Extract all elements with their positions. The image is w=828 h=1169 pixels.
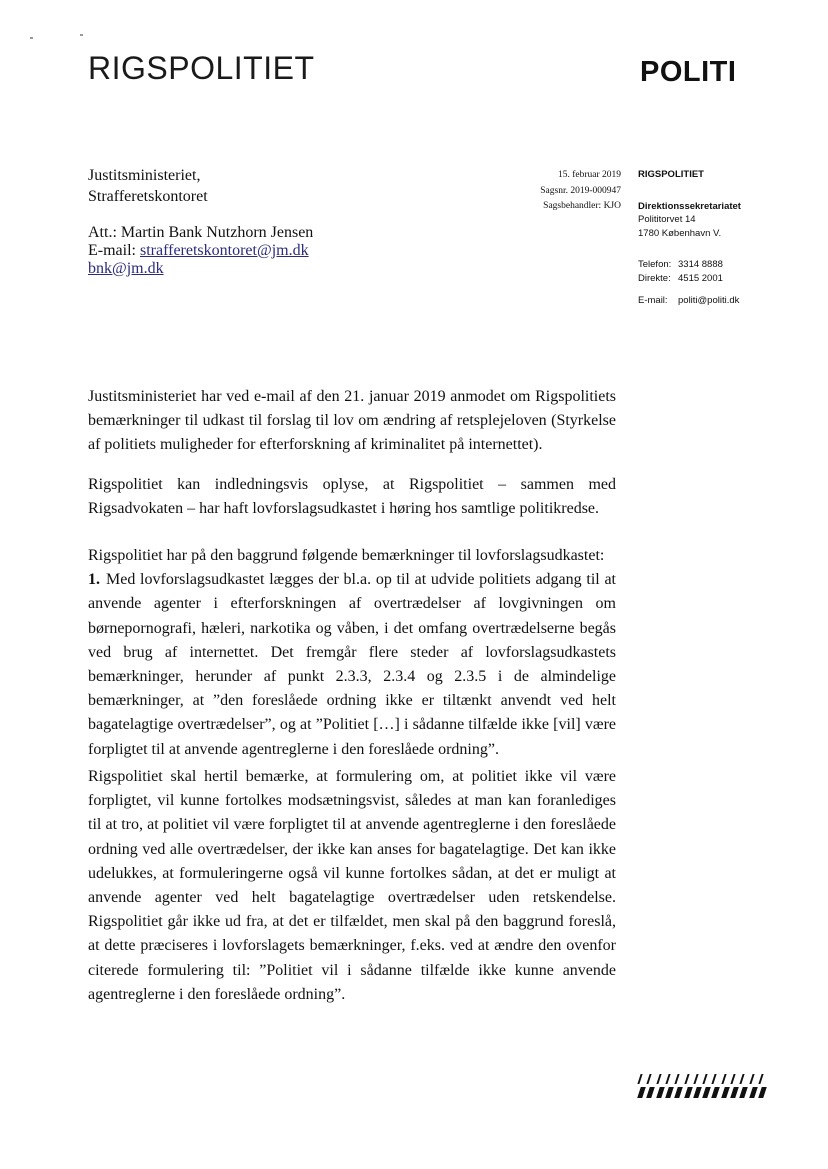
item-text: Med lovforslagsudkastet lægges der bl.a. op til at udvide politiets adgang til at anvende agenter i efterforskningen af overtrædelser af lovgivningen om børnepornografi, hæleri, narkotika og våben, i det omfang overtrædelserne begås ved brug af internettet. Det fremgår flere steder af lovforslagsudkastets bemærkninger, herunder af punkt 2.3.3, 2.3.4 og 2.3.5 i de almindelige bemærkninger, at ”den foreslåede ordning ikke er tiltænkt anvendt ved helt bagatelagtige overtrædelser”, og at ”Politiet […] i sådanne tilfælde ikke [vil] være forpligtet til at anvende agentreglerne i den foreslåede ordning”. [88,571,616,758]
item-number: 1. [88,571,100,589]
stripe-mark [712,1074,717,1084]
stripe-mark [647,1087,656,1098]
recipient-email-link-2[interactable]: bnk@jm.dk [88,260,164,277]
stripe-mark [656,1074,661,1084]
organization-title: RIGSPOLITIET [88,50,315,86]
stripe-mark [721,1087,730,1098]
case-number: Sagsnr. 2019-000947 [540,185,621,196]
stripe-mark [702,1087,711,1098]
sender-email-label: E-mail: [638,295,668,306]
stripe-mark [647,1074,652,1084]
body-paragraph-3-item [88,568,616,762]
stripe-mark [674,1087,683,1098]
sender-city: 1780 København V. [638,227,722,239]
sender-direct-line [638,272,798,286]
stripe-mark [749,1087,758,1098]
recipient-email-label: E-mail: [88,242,140,259]
politi-logo: POLITI [640,56,737,88]
body-paragraph-3-intro: Rigspolitiet har på den baggrund følgende bemærkninger til lovforslagsudkastet: [88,547,605,564]
stripe-mark [684,1074,689,1084]
sender-name: RIGSPOLITIET [638,169,704,180]
stripe-mark [730,1074,735,1084]
recipient-email-line [88,242,313,260]
stripe-mark [758,1087,767,1098]
recipient-line-2: Strafferetskontoret [88,188,208,205]
stripe-mark [740,1074,745,1084]
stripe-mark [665,1087,674,1098]
stripe-mark [721,1074,726,1084]
sender-direct-label: Direkte: [638,272,671,284]
case-handler: Sagsbehandler: KJO [543,201,621,211]
stripe-mark [749,1074,754,1084]
recipient-address [88,165,208,207]
body-paragraph-3 [88,544,616,762]
sender-phone-line [638,258,798,272]
stripe-mark [730,1087,739,1098]
sender-email: politi@politi.dk [678,295,740,306]
recipient-line-1: Justitsministeriet, [88,167,201,184]
stripe-mark [637,1074,642,1084]
stripe-mark [702,1074,707,1084]
sender-direct: 4515 2001 [678,272,723,284]
recipient-email-link-1[interactable]: strafferetskontoret@jm.dk [139,242,309,259]
sender-block [638,168,798,308]
sender-department: Direktionssekretariatet [638,200,741,212]
attention-line: Att.: Martin Bank Nutzhorn Jensen [88,224,314,241]
body-paragraph-1: Justitsministeriet har ved e-mail af den 21. januar 2019 anmodet om Rigspolitiets bemærkninger til udkast til forslag til lov om ændring af retsplejeloven (Styrkelse af politiets muligheder for efterforskning af kriminalitet på internettet). [88,388,616,454]
stripe-mark [693,1087,702,1098]
stripe-mark [684,1087,693,1098]
stripe-mark [637,1087,646,1098]
stripe-mark [675,1074,680,1084]
body-paragraph-4: Rigspolitiet skal hertil bemærke, at formulering om, at politiet ikke vil være forpligtet, vil kunne fortolkes modsætningsvist, således at man kan foranlediges til at tro, at politiet vil være forpligtet til at anvende agentreglerne i den foreslåede ordning ved alle overtrædelser, der ikke kan anses for bagatelagtige. Det kan ikke udelukkes, at formuleringerne også vil kunne fortolkes sådan, at det er muligt at anvende agenter ved helt bagatelagtige overtrædelser uden retskendelse. Rigspolitiet går ikke ud fra, at det er tilfældet, men skal på den baggrund foreslå, at dette præciseres i lovforslagets bemærkninger, f.eks. ved at ændre den ovenfor citerede formulering til: ”Politiet vil i sådanne tilfælde ikke kunne anvende agentreglerne i den foreslåede ordning”. [88,768,616,1003]
sender-street: Polititorvet 14 [638,214,696,225]
stripe-mark [712,1087,721,1098]
stripe-mark [758,1074,763,1084]
stripe-mark [740,1087,749,1098]
sender-phone: 3314 8888 [678,259,723,270]
body-paragraph-2: Rigspolitiet kan indledningsvis oplyse, at Rigspolitiet – sammen med Rigsadvokaten – har haft lovforslagsudkastet i høring hos samtlige politikredse. [88,476,616,518]
stripe-mark [665,1074,670,1084]
scan-specks [30,30,90,40]
stripe-mark-decoration [636,1074,770,1098]
letter-date: 15. februar 2019 [557,170,621,180]
letter-meta [480,168,621,215]
stripe-mark [656,1087,665,1098]
sender-email-line [638,294,798,308]
sender-phone-label: Telefon: [638,259,672,270]
attention-block [88,224,313,278]
stripe-mark [693,1074,698,1084]
